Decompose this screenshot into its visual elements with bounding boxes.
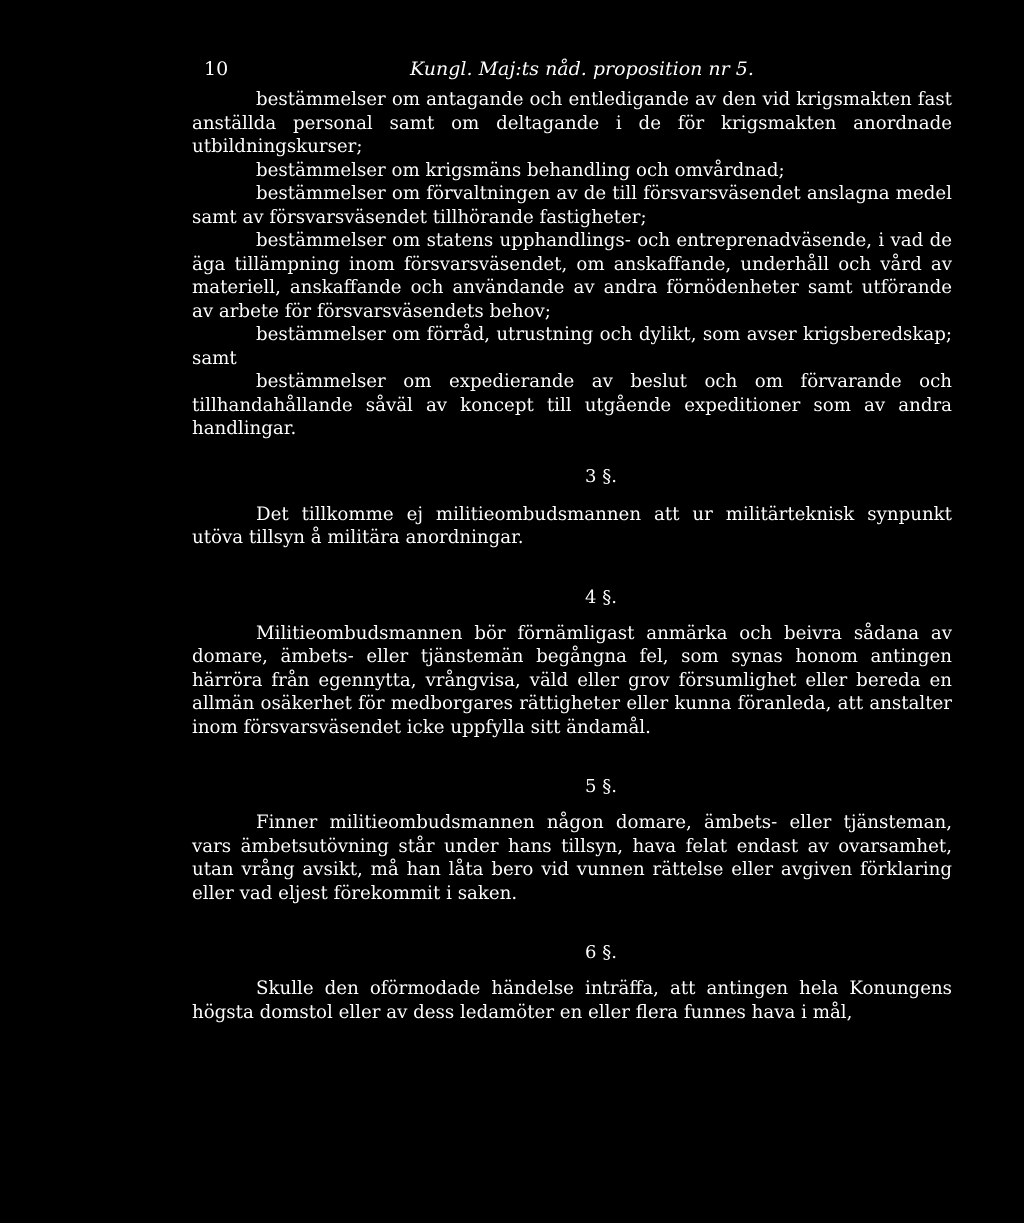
page-number: 10 (204, 58, 229, 80)
section-4-heading: 4 §. (585, 586, 617, 608)
paragraph-behandling: bestämmelser om krigsmäns behandling och omvårdnad; (256, 159, 785, 181)
section-5-text: Finner militieombudsmannen någon domare, ämbets- eller tjänsteman, vars ämbetsutövning står under hans tillsyn, hava felat endast av ovarsamhet, utan vrång avsikt, må han låta bero vid vunnen rättelse eller avgiven förklaring eller vad eljest förekommit i saken. (192, 812, 952, 904)
paragraph-forrad: bestämmelser om förråd, utrustning och dylikt, som avser krigsberedskap; samt (192, 324, 952, 369)
paragraph-expedierande: bestämmelser om expedierande av beslut och om förvarande och tillhandahållande såväl av koncept till utgående expeditioner som av andra handlingar. (192, 371, 952, 439)
section-5-heading: 5 §. (585, 776, 617, 797)
section-3-heading: 3 §. (585, 465, 617, 487)
running-title: Kungl. Maj:ts nåd. proposition nr 5. (410, 58, 754, 80)
section-6-heading: 6 §. (585, 942, 617, 963)
paragraph-forvaltning: bestämmelser om förvaltningen av de till försvarsväsendet anslagna medel samt av försvarsväsendet tillhörande fastigheter; (192, 183, 952, 228)
section-6-text: Skulle den oförmodade händelse inträffa, att antingen hela Konungens högsta domstol eller av dess ledamöter en eller flera funnes hava i mål, (192, 978, 952, 1023)
section-4-text: Militieombudsmannen bör förnämligast anmärka och beivra sådana av domare, ämbets- eller tjänstemän begångna fel, som synas honom antingen härröra från egennytta, vrångvisa, väld eller grov försumlighet eller bereda en allmän osäkerhet för medborgares rättigheter eller kunna föranleda, att anstalter inom försvarsväsendet icke uppfylla sitt ändamål. (192, 622, 952, 738)
paragraph-personal: bestämmelser om antagande och entledigande av den vid krigsmakten fast anställda personal samt om deltagande i de för krigsmakten anordnade utbildningskurser; (192, 89, 952, 157)
paragraph-upphandling: bestämmelser om statens upphandlings- och entreprenadväsende, i vad de äga tillämpning inom försvarsväsendet, om anskaffande, underhåll och vård av materiell, anskaffande och användande av andra förnödenheter samt utförande av arbete för försvarsväsendets behov; (192, 230, 952, 322)
intro-list (192, 88, 952, 441)
section-3-text: Det tillkomme ej militieombudsmannen att ur militärteknisk synpunkt utöva tillsyn å militära anordningar. (192, 503, 952, 548)
page-header (192, 58, 952, 88)
document-page (192, 58, 952, 1024)
